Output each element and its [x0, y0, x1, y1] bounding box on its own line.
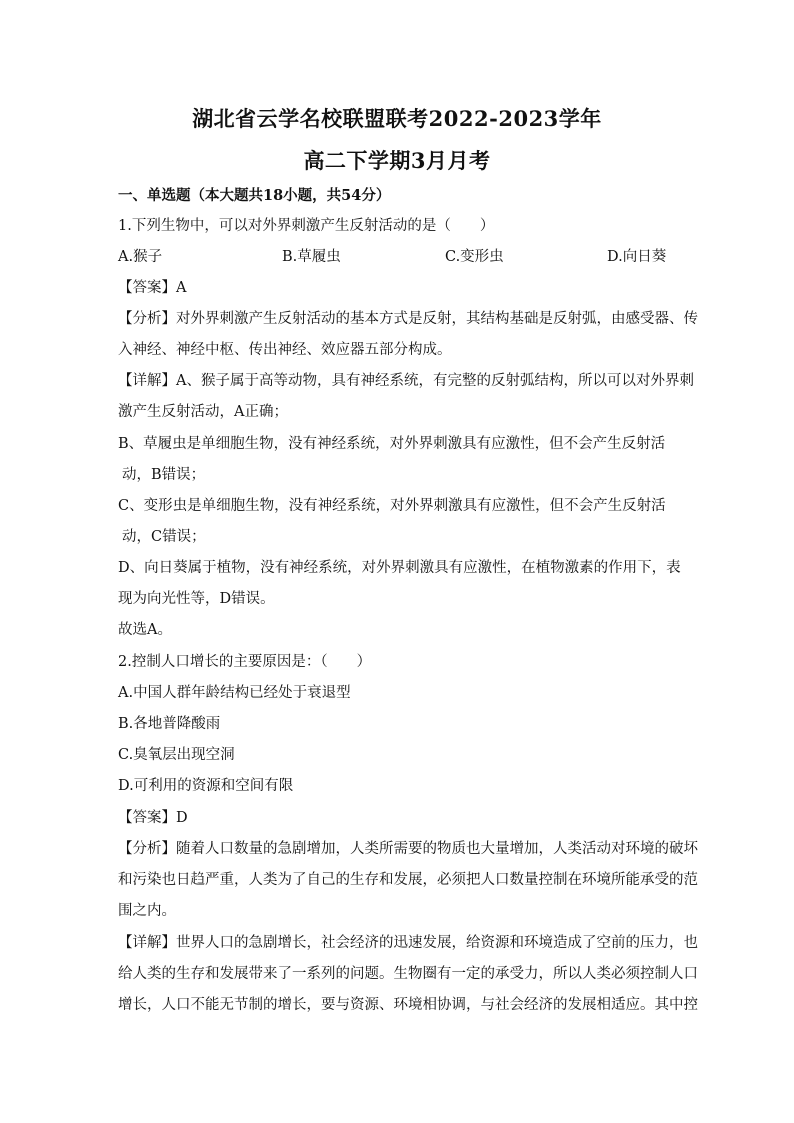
question-1-option-d: D.向日葵	[607, 249, 667, 265]
question-1-option-c: C.变形虫	[445, 249, 504, 265]
question-1-conclusion: 故选A。	[118, 622, 172, 638]
question-2-option-d: D.可利用的资源和空间有限	[118, 778, 294, 794]
question-2-detail-line: 【详解】世界人口的急剧增长，社会经济的迅速发展，给资源和环境造成了空前的压力，也	[118, 935, 698, 951]
question-2-analysis-line: 围之内。	[118, 903, 176, 919]
question-1-detail-line: C、变形虫是单细胞生物，没有神经系统，对外界刺激具有应激性，但不会产生反射活	[118, 498, 666, 514]
document-subtitle: 高二下学期3月月考	[303, 148, 491, 173]
question-1-detail-line: 动，C错误；	[122, 529, 206, 545]
question-1-detail-line: 【详解】A、猴子属于高等动物，具有神经系统，有完整的反射弧结构，所以可以对外界刺	[118, 373, 694, 389]
question-2-option-a: A.中国人群年龄结构已经处于衰退型	[118, 685, 351, 701]
document-title: 湖北省云学名校联盟联考2022-2023学年	[192, 106, 602, 131]
question-2-stem: 2.控制人口增长的主要原因是：（ ）	[118, 654, 372, 670]
question-2-answer: 【答案】D	[118, 810, 188, 826]
question-2-option-b: B.各地普降酸雨	[118, 716, 221, 732]
question-2-option-c: C.臭氧层出现空洞	[118, 747, 235, 763]
question-1-analysis-line: 【分析】对外界刺激产生反射活动的基本方式是反射，其结构基础是反射弧，由感受器、传	[118, 311, 698, 327]
question-1-analysis-line: 入神经、神经中枢、传出神经、效应器五部分构成。	[118, 342, 452, 358]
section-heading: 一、单选题（本大题共18小题，共54分）	[118, 187, 391, 204]
question-1-detail-line: 动，B错误；	[122, 467, 206, 483]
question-1-detail-line: 现为向光性等，D错误。	[118, 591, 275, 607]
question-2-detail-line: 增长，人口不能无节制的增长，要与资源、环境相协调，与社会经济的发展相适应。其中控	[118, 997, 698, 1013]
question-1-answer: 【答案】A	[118, 280, 187, 296]
question-2-analysis-line: 【分析】随着人口数量的急剧增加，人类所需要的物质也大量增加，人类活动对环境的破坏	[118, 841, 698, 857]
question-2-analysis-line: 和污染也日趋严重，人类为了自己的生存和发展，必须把人口数量控制在环境所能承受的范	[118, 872, 698, 888]
question-1-detail-line: D、向日葵属于植物，没有神经系统，对外界刺激具有应激性，在植物激素的作用下，表	[118, 560, 681, 576]
question-1-detail-line: 激产生反射活动，A正确；	[118, 404, 288, 420]
question-1-option-a: A.猴子	[118, 249, 163, 265]
question-1-detail-line: B、草履虫是单细胞生物，没有神经系统，对外界刺激具有应激性，但不会产生反射活	[118, 436, 666, 452]
question-1-option-b: B.草履虫	[282, 249, 341, 265]
question-1-stem: 1.下列生物中，可以对外界刺激产生反射活动的是（ ）	[118, 218, 495, 234]
question-2-detail-line: 给人类的生存和发展带来了一系列的问题。生物圈有一定的承受力，所以人类必须控制人口	[118, 966, 698, 982]
